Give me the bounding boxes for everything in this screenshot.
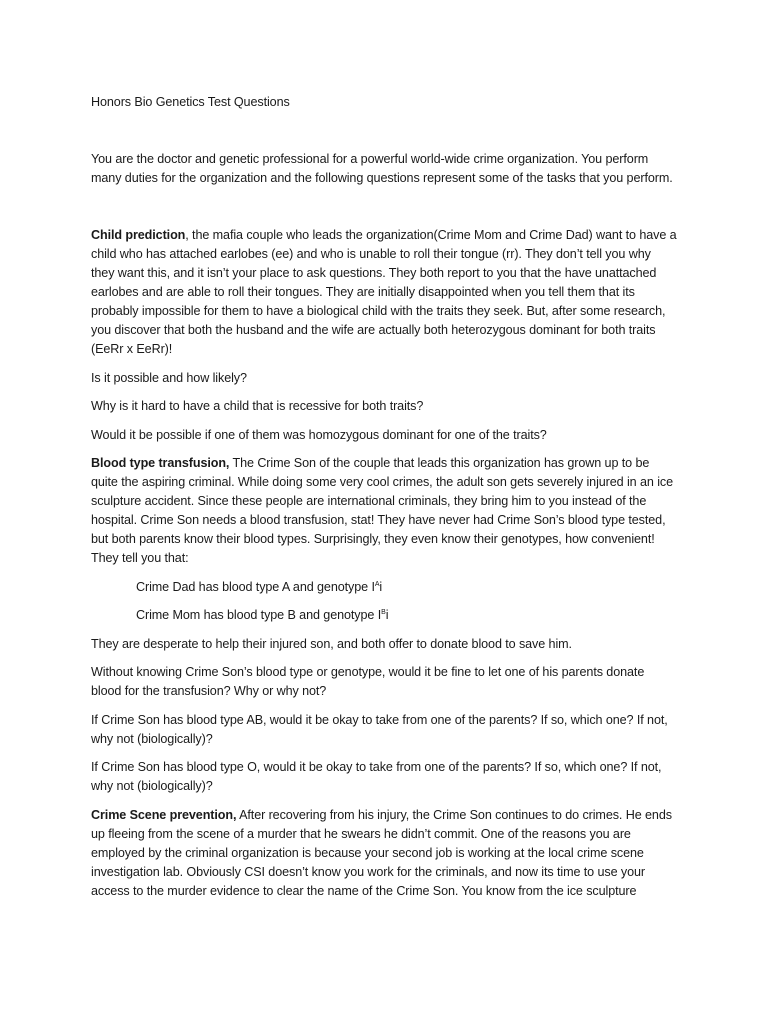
crime-scene-body: After recovering from his injury, the Crime Son continues to do crimes. He ends up fleeing from the scene of a murder that he swears he didn’t commit. One of the reasons you are employed by the criminal organization is because your second job is working at the local crime scene investigation lab. Obviously CSI doesn’t know you work for the criminals, and now its time to use your access to the murder evidence to clear the name of the Crime Son. You know from the ice sculpture — [91, 807, 672, 898]
question-6: If Crime Son has blood type O, would it be okay to take from one of the parents? If so, which one? If not, why not (biologically)? — [91, 760, 662, 793]
question-2: Why is it hard to have a child that is recessive for both traits? — [91, 399, 424, 413]
blood-type-heading: Blood type transfusion, — [91, 456, 230, 470]
question-3: Would it be possible if one of them was homozygous dominant for one of the traits? — [91, 427, 547, 442]
question-4: Without knowing Crime Son’s blood type or genotype, would it be fine to let one of his parents donate blood for the transfusion? Why or why not? — [91, 665, 645, 698]
blood-type-paragraph — [91, 454, 677, 568]
document-title: Honors Bio Genetics Test Questions — [91, 95, 290, 109]
child-prediction-body: , the mafia couple who leads the organization(Crime Mom and Crime Dad) want to have a child who has attached earlobes (ee) and who is unable to roll their tongue (rr). They don’t tell you why they want this, and it isn’t your place to ask questions. They both report to you that the have unattached earlobes and are able to roll their tongues. They are initially disappointed when you tell them that its probably impossible for them to have a biological child with the traits they seek. But, after some research, you discover that both the husband and the wife are actually both heterozygous dominant for both traits (EeRr x EeRr)! — [91, 228, 677, 356]
desperate-paragraph: They are desperate to help their injured son, and both offer to donate blood to save him. — [91, 636, 572, 651]
child-prediction-heading: Child prediction — [91, 228, 186, 242]
crime-dad-genotype: Crime Dad has blood type A and genotype $I^Ai$ — [136, 579, 383, 594]
crime-scene-heading: Crime Scene prevention, — [91, 807, 237, 822]
question-1: Is it possible and how likely? — [91, 370, 247, 385]
document-body — [91, 93, 677, 910]
intro-paragraph: You are the doctor and genetic professional for a powerful world-wide crime organization. You perform many duties for the organization and the following questions represent some of the tasks that you perform. — [91, 152, 673, 185]
crime-mom-genotype: Crime Mom has blood type B and genotype $I^Bi$ — [136, 608, 389, 622]
crime-scene-paragraph — [91, 806, 677, 901]
blood-type-body: The Crime Son of the couple that leads this organization has grown up to be quite the aspiring criminal. While doing some very cool crimes, the adult son gets severely injured in an ice sculpture accident. Since these people are international criminals, they bring him to you instead of the hospital. Crime Son needs a blood transfusion, stat! They have never had Crime Son’s blood type tested, but both parents know their blood types. Surprisingly, they even know their genotypes, how convenient! They tell you that: — [91, 456, 673, 565]
question-5: If Crime Son has blood type AB, would it be okay to take from one of the parents? If so, which one? If not, why not (biologically)? — [91, 712, 668, 746]
child-prediction-paragraph — [91, 226, 677, 359]
